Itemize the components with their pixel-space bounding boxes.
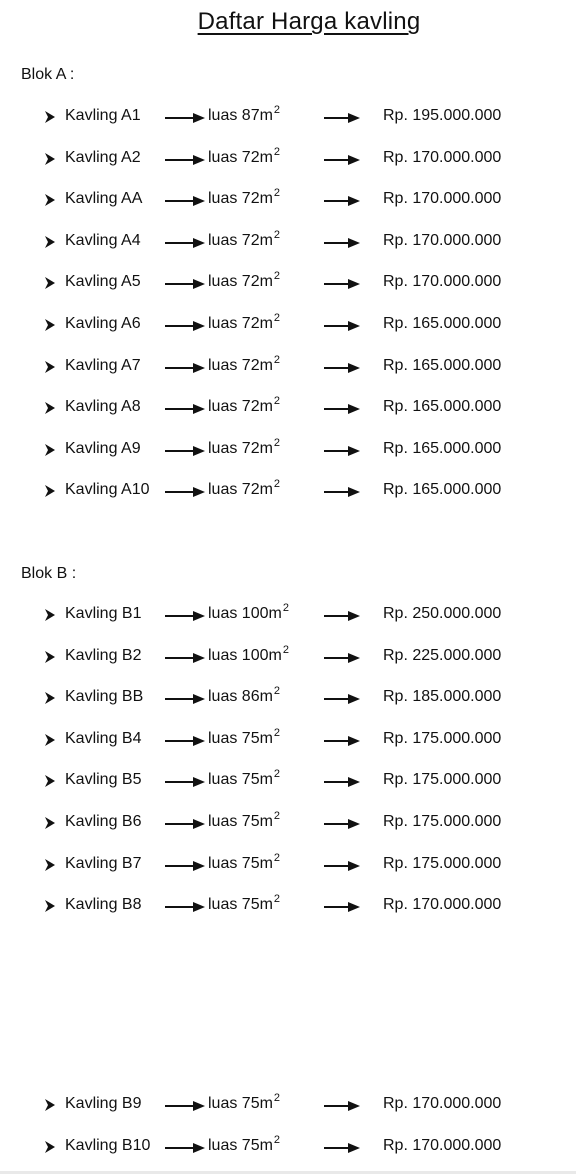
list-item <box>0 603 576 627</box>
arrow-right-icon <box>324 1099 360 1111</box>
arrow-right-icon <box>165 609 205 621</box>
kavling-price: Rp. 165.000.000 <box>383 439 502 457</box>
area-exponent: 2 <box>273 312 281 324</box>
arrow-right-icon <box>165 485 205 497</box>
kavling-area <box>208 602 289 623</box>
arrow-right-icon <box>324 775 360 787</box>
page-title: Daftar Harga kavling <box>197 8 421 35</box>
list-item <box>0 188 576 212</box>
area-value: luas 72m <box>208 273 273 291</box>
bullet-arrow-icon <box>44 733 56 747</box>
list-item <box>0 1093 576 1117</box>
arrow-right-icon <box>324 153 360 165</box>
area-exponent: 2 <box>273 353 281 366</box>
kavling-area <box>208 643 289 665</box>
kavling-name: Kavling B6 <box>65 813 142 830</box>
list-item <box>0 438 576 462</box>
area-value: luas 100m <box>208 605 282 622</box>
kavling-price: Rp. 170.000.000 <box>383 190 502 208</box>
area-exponent: 2 <box>273 145 281 158</box>
list-item <box>0 230 576 254</box>
area-exponent: 2 <box>273 228 281 241</box>
area-exponent: 2 <box>273 104 281 116</box>
area-value: luas 87m <box>208 107 273 124</box>
list-item <box>0 811 576 835</box>
kavling-price: Rp. 175.000.000 <box>383 771 502 789</box>
arrow-right-icon <box>165 402 205 414</box>
arrow-right-icon <box>165 153 205 165</box>
kavling-name: Kavling A5 <box>65 273 141 291</box>
area-value: luas 75m <box>208 1136 273 1154</box>
arrow-right-icon <box>165 775 205 787</box>
area-value: luas 72m <box>208 356 273 374</box>
list-item <box>0 645 576 669</box>
arrow-right-icon <box>165 859 205 871</box>
area-value: luas 72m <box>208 398 273 416</box>
arrow-right-icon <box>165 361 205 373</box>
kavling-area <box>208 312 281 333</box>
area-exponent: 2 <box>273 436 281 449</box>
arrow-right-icon <box>324 236 360 248</box>
area-value: luas 75m <box>208 896 273 914</box>
arrow-right-icon <box>324 734 360 746</box>
bullet-arrow-icon <box>44 443 56 457</box>
kavling-price: Rp. 195.000.000 <box>383 107 502 124</box>
kavling-area <box>208 270 281 291</box>
block-a-label: Blok A : <box>21 66 75 83</box>
kavling-price: Rp. 170.000.000 <box>383 1136 502 1154</box>
arrow-right-icon <box>165 734 205 746</box>
bullet-arrow-icon <box>44 110 56 124</box>
bullet-arrow-icon <box>44 650 56 664</box>
arrow-right-icon <box>165 1141 205 1153</box>
bullet-arrow-icon <box>44 360 56 374</box>
area-value: luas 75m <box>208 1095 273 1112</box>
bullet-arrow-icon <box>44 193 56 207</box>
kavling-price: Rp. 170.000.000 <box>383 148 502 166</box>
arrow-right-icon <box>324 651 360 663</box>
kavling-name: Kavling B8 <box>65 896 142 914</box>
kavling-area <box>208 726 281 748</box>
kavling-price: Rp. 225.000.000 <box>383 646 502 664</box>
arrow-right-icon <box>165 651 205 663</box>
kavling-area <box>208 395 281 416</box>
area-value: luas 72m <box>208 231 273 249</box>
area-value: luas 75m <box>208 813 273 830</box>
arrow-right-icon <box>324 609 360 621</box>
bullet-arrow-icon <box>44 235 56 249</box>
block-b-label: Blok B : <box>21 565 77 582</box>
area-exponent: 2 <box>273 851 281 864</box>
bullet-arrow-icon <box>44 1140 56 1154</box>
kavling-price: Rp. 175.000.000 <box>383 854 502 872</box>
arrow-right-icon <box>324 319 360 331</box>
area-value: luas 75m <box>208 771 273 789</box>
kavling-name: Kavling A8 <box>65 398 141 416</box>
kavling-area <box>208 145 281 167</box>
area-value: luas 75m <box>208 729 273 747</box>
kavling-area <box>208 1133 281 1155</box>
arrow-right-icon <box>165 319 205 331</box>
arrow-right-icon <box>165 194 205 206</box>
kavling-name: Kavling A9 <box>65 439 141 457</box>
kavling-price: Rp. 250.000.000 <box>383 605 502 622</box>
kavling-area <box>208 810 281 831</box>
kavling-name: Kavling A1 <box>65 107 141 124</box>
kavling-name: Kavling B1 <box>65 605 142 622</box>
arrow-right-icon <box>165 692 205 704</box>
kavling-area <box>208 187 281 208</box>
kavling-name: Kavling B9 <box>65 1095 142 1112</box>
bullet-arrow-icon <box>44 774 56 788</box>
kavling-name: Kavling B2 <box>65 646 142 664</box>
bullet-arrow-icon <box>44 152 56 166</box>
list-item <box>0 147 576 171</box>
kavling-name: Kavling A4 <box>65 231 141 249</box>
list-item <box>0 271 576 295</box>
kavling-area <box>208 436 281 458</box>
kavling-area <box>208 228 281 250</box>
area-exponent: 2 <box>273 726 281 739</box>
kavling-name: Kavling B5 <box>65 771 142 789</box>
kavling-area <box>208 104 281 125</box>
bullet-arrow-icon <box>44 276 56 290</box>
arrow-right-icon <box>324 900 360 912</box>
list-item <box>0 686 576 710</box>
list-item <box>0 479 576 503</box>
area-exponent: 2 <box>273 768 281 781</box>
area-exponent: 2 <box>273 395 281 408</box>
area-exponent: 2 <box>273 270 281 283</box>
area-value: luas 75m <box>208 854 273 872</box>
arrow-right-icon <box>324 859 360 871</box>
arrow-right-icon <box>324 194 360 206</box>
bullet-arrow-icon <box>44 484 56 498</box>
kavling-name: Kavling A10 <box>65 481 150 499</box>
kavling-name: Kavling A7 <box>65 356 141 374</box>
kavling-price: Rp. 170.000.000 <box>383 273 502 291</box>
bullet-arrow-icon <box>44 816 56 830</box>
area-exponent: 2 <box>273 893 281 906</box>
kavling-area <box>208 893 281 914</box>
arrow-right-icon <box>165 817 205 829</box>
kavling-name: Kavling B4 <box>65 729 142 747</box>
arrow-right-icon <box>165 900 205 912</box>
arrow-right-icon <box>324 402 360 414</box>
kavling-name: Kavling B10 <box>65 1136 151 1154</box>
area-value: luas 72m <box>208 190 273 208</box>
kavling-price: Rp. 165.000.000 <box>383 481 502 499</box>
kavling-name: Kavling AA <box>65 190 143 208</box>
area-value: luas 72m <box>208 481 273 499</box>
arrow-right-icon <box>324 817 360 829</box>
arrow-right-icon <box>165 1099 205 1111</box>
kavling-name: Kavling A6 <box>65 315 141 332</box>
area-value: luas 86m <box>208 688 273 706</box>
arrow-right-icon <box>324 1141 360 1153</box>
list-item <box>0 1135 576 1159</box>
area-exponent: 2 <box>273 685 281 698</box>
kavling-price: Rp. 170.000.000 <box>383 1095 502 1112</box>
kavling-area <box>208 353 281 375</box>
area-exponent: 2 <box>273 810 281 822</box>
kavling-price: Rp. 175.000.000 <box>383 813 502 830</box>
kavling-price: Rp. 165.000.000 <box>383 315 502 332</box>
arrow-right-icon <box>324 111 360 123</box>
bullet-arrow-icon <box>44 858 56 872</box>
area-exponent: 2 <box>273 1133 281 1146</box>
arrow-right-icon <box>165 444 205 456</box>
kavling-area <box>208 685 281 706</box>
bullet-arrow-icon <box>44 899 56 913</box>
kavling-area <box>208 851 281 873</box>
area-exponent: 2 <box>273 187 281 200</box>
list-item <box>0 894 576 918</box>
list-item <box>0 769 576 793</box>
kavling-price: Rp. 170.000.000 <box>383 231 502 249</box>
list-item <box>0 355 576 379</box>
kavling-name: Kavling BB <box>65 688 144 706</box>
arrow-right-icon <box>324 444 360 456</box>
area-value: luas 72m <box>208 148 273 166</box>
area-exponent: 2 <box>282 643 289 656</box>
arrow-right-icon <box>324 692 360 704</box>
area-exponent: 2 <box>273 478 281 491</box>
list-item <box>0 853 576 877</box>
bullet-arrow-icon <box>44 1098 56 1112</box>
kavling-price: Rp. 165.000.000 <box>383 356 502 374</box>
kavling-price: Rp. 185.000.000 <box>383 688 502 706</box>
bullet-arrow-icon <box>44 318 56 332</box>
area-exponent: 2 <box>282 602 289 614</box>
kavling-area <box>208 478 281 499</box>
area-exponent: 2 <box>273 1092 281 1104</box>
area-value: luas 72m <box>208 439 273 457</box>
bullet-arrow-icon <box>44 691 56 705</box>
arrow-right-icon <box>324 485 360 497</box>
area-value: luas 100m <box>208 646 282 664</box>
kavling-price: Rp. 170.000.000 <box>383 896 502 914</box>
bullet-arrow-icon <box>44 401 56 415</box>
arrow-right-icon <box>165 111 205 123</box>
arrow-right-icon <box>324 277 360 289</box>
kavling-area <box>208 1092 281 1113</box>
list-item <box>0 105 576 129</box>
list-item <box>0 396 576 420</box>
kavling-price: Rp. 165.000.000 <box>383 398 502 416</box>
kavling-area <box>208 768 281 789</box>
arrow-right-icon <box>165 236 205 248</box>
kavling-price: Rp. 175.000.000 <box>383 729 502 747</box>
list-item <box>0 313 576 337</box>
list-item <box>0 728 576 752</box>
kavling-name: Kavling A2 <box>65 148 141 166</box>
arrow-right-icon <box>324 361 360 373</box>
area-value: luas 72m <box>208 315 273 332</box>
kavling-name: Kavling B7 <box>65 854 142 872</box>
arrow-right-icon <box>165 277 205 289</box>
bullet-arrow-icon <box>44 608 56 622</box>
